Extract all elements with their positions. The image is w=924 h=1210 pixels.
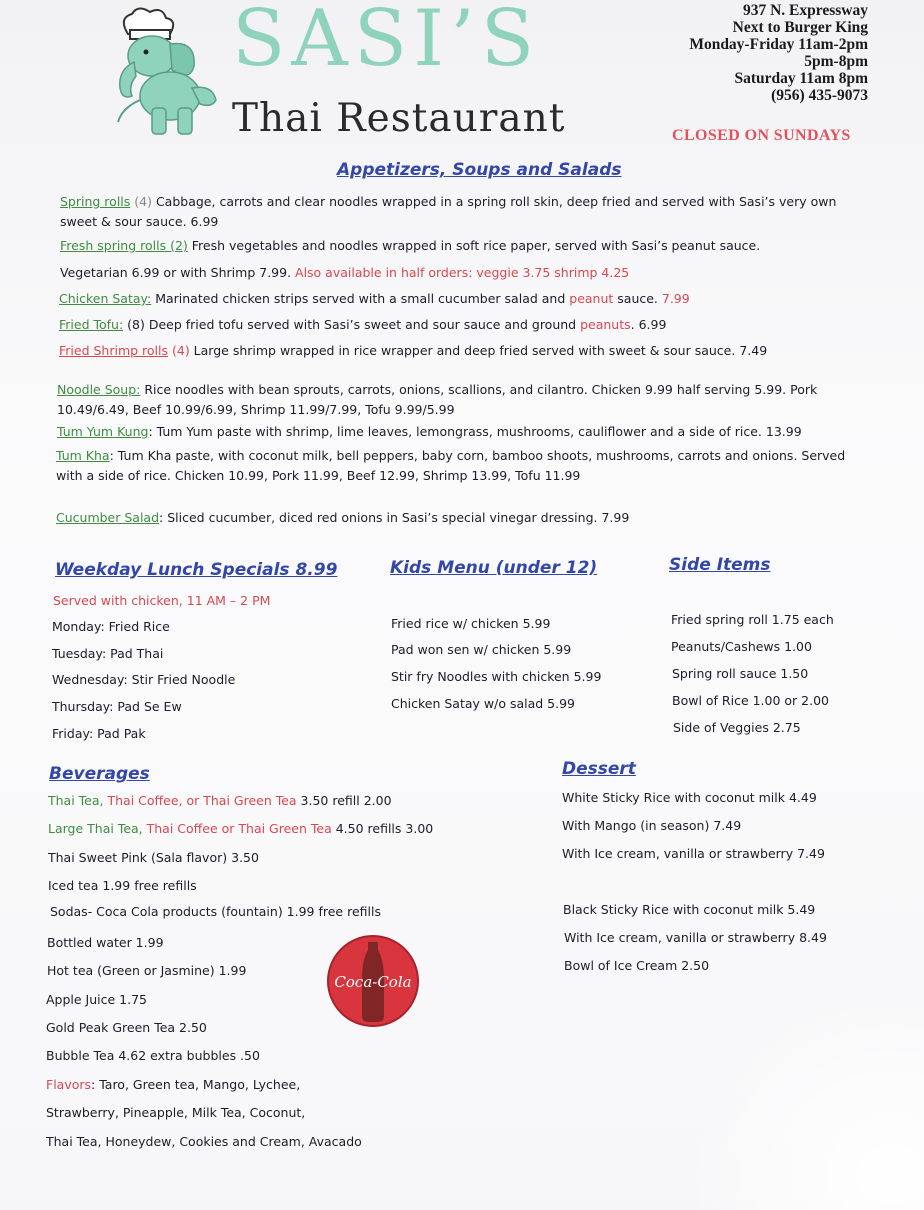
menu-item-fried-shrimp-rolls: Fried Shrimp rolls (4) Large shrimp wrapped in rice wrapper and deep fried served with sweet & sour sauce. 7.49 — [59, 343, 768, 358]
dessert-item: White Sticky Rice with coconut milk 4.49 — [562, 790, 817, 805]
address-hours-block — [689, 2, 868, 104]
address-line: 937 N. Expressway — [742, 2, 868, 19]
beverage-item: Iced tea 1.99 free refills — [48, 878, 197, 893]
side-item: Bowl of Rice 1.00 or 2.00 — [672, 693, 830, 708]
side-item: Peanuts/Cashews 1.00 — [671, 639, 812, 654]
svg-text:Coca-Cola: Coca-Cola — [334, 973, 412, 991]
menu-item-tum-yum-kung: Tum Yum Kung: Tum Yum paste with shrimp, lime leaves, lemongrass, mushrooms, cauliflower and a side of rice. 13.99 — [57, 424, 802, 439]
hours-weekday: Monday-Friday 11am-2pm — [689, 36, 868, 53]
bubble-tea-flavors: Strawberry, Pineapple, Milk Tea, Coconut, — [46, 1105, 306, 1120]
dessert-item: With Ice cream, vanilla or strawberry 7.49 — [562, 846, 825, 861]
beverage-item: Bubble Tea 4.62 extra bubbles .50 — [46, 1048, 260, 1063]
beverage-large-thai-tea: Large Thai Tea, Thai Coffee or Thai Green Tea 4.50 refills 3.00 — [48, 821, 434, 836]
coca-cola-logo — [326, 934, 420, 1028]
lunch-item: Thursday: Pad Se Ew — [52, 699, 182, 714]
dessert-item: Black Sticky Rice with coconut milk 5.49 — [563, 902, 816, 917]
item-name: Chicken Satay: — [59, 291, 152, 306]
lunch-item: Tuesday: Pad Thai — [52, 646, 164, 661]
item-name: Fried Shrimp rolls — [59, 343, 169, 358]
lunch-specials-heading: Weekday Lunch Specials 8.99 — [55, 560, 338, 580]
fresh-rolls-prices: Vegetarian 6.99 or with Shrimp 7.99. Also available in half orders: veggie 3.75 shrimp 4.25 — [60, 265, 630, 280]
menu-item-tum-kha: Tum Kha: Tum Kha paste, with coconut milk, bell peppers, baby corn, bamboo shoots, mushrooms, carrots and onions. Served with a side of rice. Chicken 10.99, Pork 11.99, Beef 12.99, Shrimp 13.99, Tofu 11.99 — [56, 448, 846, 483]
dessert-item: Bowl of Ice Cream 2.50 — [564, 958, 710, 973]
side-items-heading: Side Items — [669, 555, 771, 575]
menu-item-spring-rolls: Spring rolls (4) Cabbage, carrots and clear noodles wrapped in a spring roll skin, deep fried and served with Sasi’s very own sweet & sour sauce. 6.99 — [60, 194, 837, 229]
menu-item-fresh-spring-rolls: Fresh spring rolls (2) Fresh vegetables and noodles wrapped in soft rice paper, served with Sasi’s peanut sauce. — [60, 238, 761, 253]
item-name: Spring rolls — [60, 194, 131, 209]
beverages-heading: Beverages — [49, 764, 150, 784]
dessert-item: With Ice cream, vanilla or strawberry 8.49 — [564, 930, 827, 945]
restaurant-subtitle: Thai Restaurant — [232, 96, 566, 141]
item-name: Tum Yum Kung — [57, 424, 149, 439]
paper-glare — [684, 990, 924, 1210]
dessert-heading: Dessert — [562, 759, 636, 779]
beverage-item: Gold Peak Green Tea 2.50 — [46, 1020, 207, 1035]
restaurant-name: SASI’S — [232, 0, 541, 84]
menu-item-fried-tofu: Fried Tofu: (8) Deep fried tofu served with Sasi’s sweet and sour sauce and ground peanuts. 6.99 — [59, 317, 667, 332]
phone-number: (956) 435-9073 — [771, 87, 868, 104]
menu-item-chicken-satay: Chicken Satay: Marinated chicken strips served with a small cucumber salad and peanut sauce. 7.99 — [59, 291, 690, 306]
lunch-note: Served with chicken, 11 AM – 2 PM — [53, 593, 271, 608]
bubble-tea-flavors: Thai Tea, Honeydew, Cookies and Cream, Avacado — [46, 1134, 362, 1149]
beverage-item: Hot tea (Green or Jasmine) 1.99 — [47, 963, 247, 978]
item-name: Tum Kha — [56, 448, 110, 463]
side-item: Side of Veggies 2.75 — [673, 720, 801, 735]
lunch-item: Wednesday: Stir Fried Noodle — [52, 672, 236, 687]
kids-item: Stir fry Noodles with chicken 5.99 — [391, 669, 602, 684]
bubble-tea-flavors: Flavors: Taro, Green tea, Mango, Lychee, — [46, 1077, 301, 1092]
item-name: Fresh spring rolls (2) — [60, 238, 188, 253]
beverage-thai-tea: Thai Tea, Thai Coffee, or Thai Green Tea 3.50 refill 2.00 — [48, 793, 392, 808]
item-name: Noodle Soup: — [57, 382, 141, 397]
beverage-item: Sodas- Coca Cola products (fountain) 1.99 free refills — [50, 904, 381, 919]
kids-menu-heading: Kids Menu (under 12) — [390, 558, 598, 578]
beverage-item: Thai Sweet Pink (Sala flavor) 3.50 — [48, 850, 259, 865]
kids-item: Pad won sen w/ chicken 5.99 — [391, 642, 572, 657]
lunch-item: Friday: Pad Pak — [52, 726, 146, 741]
appetizers-heading: Appetizers, Soups and Salads — [337, 160, 622, 180]
closed-notice: CLOSED ON SUNDAYS — [672, 127, 851, 144]
menu-item-noodle-soup: Noodle Soup: Rice noodles with bean sprouts, carrots, onions, scallions, and cilantro. Chicken 9.99 half serving 5.99. Pork 10.49/6.49, Beef 10.99/6.99, Shrimp 11.99/7.99, Tofu 9.99/5.99 — [57, 382, 818, 417]
dessert-item: With Mango (in season) 7.49 — [562, 818, 742, 833]
kids-item: Fried rice w/ chicken 5.99 — [391, 616, 551, 631]
hours-saturday: Saturday 11am 8pm — [734, 70, 868, 87]
side-item: Spring roll sauce 1.50 — [672, 666, 809, 681]
location-note: Next to Burger King — [732, 19, 868, 36]
menu-item-cucumber-salad: Cucumber Salad: Sliced cucumber, diced red onions in Sasi’s special vinegar dressing. 7.99 — [56, 510, 630, 525]
side-item: Fried spring roll 1.75 each — [671, 612, 834, 627]
elephant-chef-logo — [100, 4, 230, 139]
lunch-item: Monday: Fried Rice — [52, 619, 170, 634]
beverage-item: Apple Juice 1.75 — [46, 992, 148, 1007]
hours-evening: 5pm-8pm — [804, 53, 868, 70]
beverage-item: Bottled water 1.99 — [47, 935, 164, 950]
kids-item: Chicken Satay w/o salad 5.99 — [391, 696, 576, 711]
item-name: Cucumber Salad — [56, 510, 160, 525]
item-name: Fried Tofu: — [59, 317, 124, 332]
